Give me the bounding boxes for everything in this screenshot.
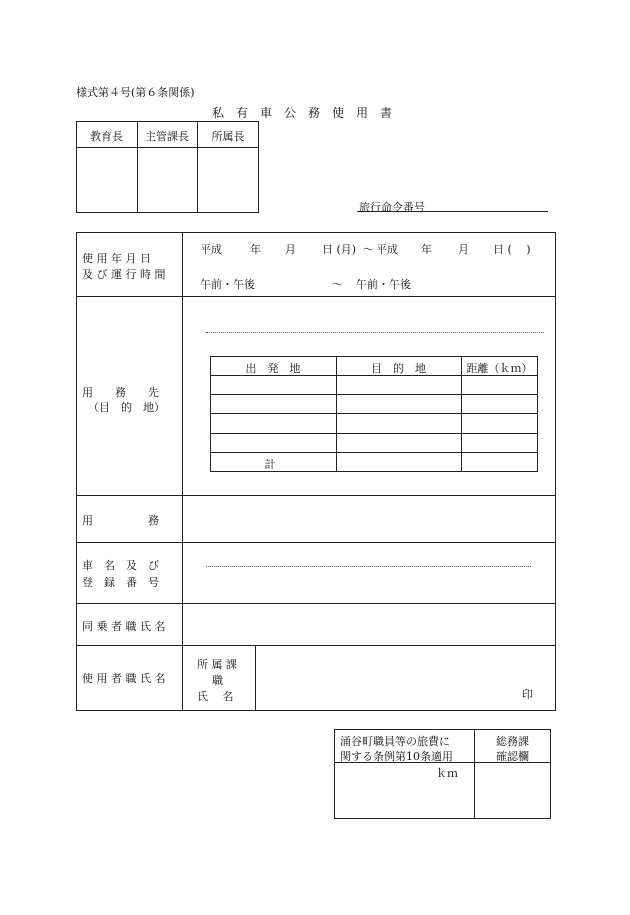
vehicle-label-1: 車 名 及 び: [82, 559, 159, 572]
era-start: 平成: [200, 243, 222, 256]
year-start: 年: [250, 243, 261, 256]
year-end: 年: [421, 243, 432, 256]
travel-order-underline: [357, 211, 548, 212]
ampm-end: 午前・午後: [356, 278, 411, 291]
form-title: 私 有 車 公 務 使 用 書: [212, 106, 393, 120]
user-position-label: 職: [212, 674, 223, 687]
col-distance: 距離（ｋｍ）: [466, 362, 533, 375]
user-name-label: 氏 名: [197, 690, 234, 703]
total-label: 計: [264, 458, 276, 471]
month-end: 月: [458, 243, 469, 256]
ampm-start: 午前・午後: [200, 278, 255, 291]
travel-rule-line-1: 涌谷町職員等の旅費に: [340, 735, 450, 748]
destination-dotted-line: [206, 332, 544, 333]
day-end: 日 ( ): [493, 243, 531, 256]
confirm-label-2: 確認欄: [496, 750, 529, 763]
km-unit: ｋｍ: [436, 767, 458, 780]
month-start: 月: [285, 243, 296, 256]
approver-section-chief: 主管課長: [145, 130, 189, 143]
seal-mark: 印: [522, 688, 533, 701]
vehicle-label-2: 登 録 番 号: [82, 576, 159, 589]
approver-dept-head: 所属長: [211, 130, 245, 143]
col-departure: 出 発 地: [245, 362, 301, 375]
travel-order-label: 旅行命令番号: [359, 201, 425, 214]
destination-label-1: 用 務 先: [82, 386, 159, 399]
destination-label-2: （目 的 地）: [88, 401, 165, 414]
day-start: 日 (月): [322, 243, 357, 256]
user-label: 使 用 者 職 氏 名: [82, 672, 166, 685]
passengers-label: 同 乗 者 職 氏 名: [82, 620, 166, 633]
approver-education-head: 教育長: [90, 130, 123, 143]
col-destination: 目 的 地: [371, 362, 426, 375]
time-separator: ～: [332, 278, 343, 291]
vehicle-dotted-line: [206, 566, 531, 567]
usage-date-label-1: 使 用 年 月 日: [82, 252, 151, 265]
user-dept-label: 所 属 課: [197, 658, 237, 671]
form-number: 様式第４号(第６条関係): [76, 86, 195, 99]
business-label: 用 務: [82, 514, 159, 527]
era-end: 平成: [376, 243, 398, 256]
travel-rule-line-2: 関する条例第10条適用: [340, 750, 453, 763]
confirm-label-1: 総務課: [496, 735, 529, 748]
range-separator: ～: [363, 243, 374, 256]
usage-date-label-2: 及 び 運 行 時 間: [82, 268, 166, 281]
